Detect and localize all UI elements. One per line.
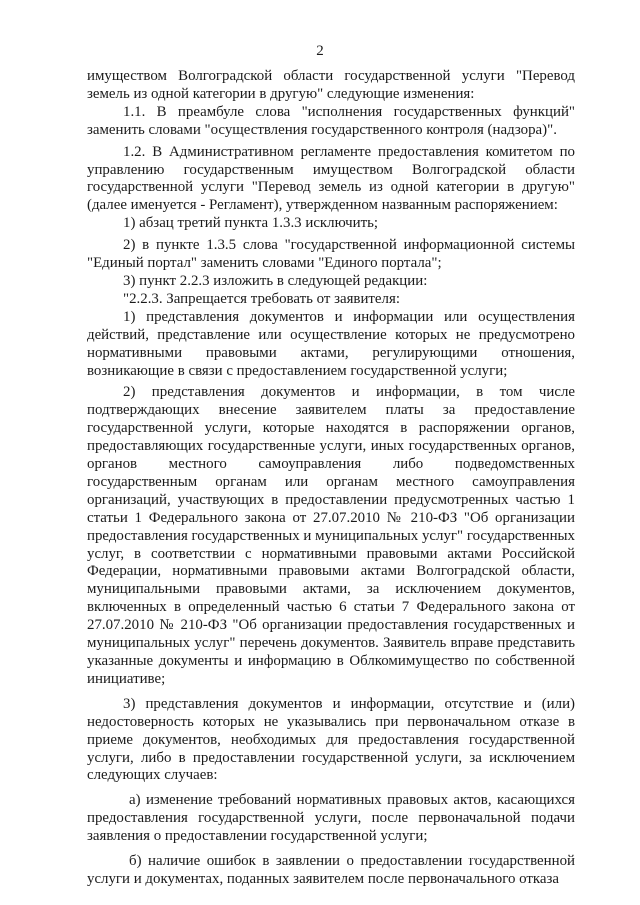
paragraph-continuation: имуществом Волгоградской области государственной услуги "Перевод земель из одной категории в другую" следующие изменения: [87,68,575,102]
paragraph-1-1: 1.1. В преамбуле слова "исполнения государственных функций" заменить словами "осуществления государственного контроля (надзора)". [87,103,575,138]
clause-item-3: 3) представления документов и информации, отсутствие и (или) недостоверность которых не указывались при первоначальном отказе в приеме документов, необходимых для предоставления государственной услуги, либо в предоставлении государственной услуги, за исключением следующих случаев: [87,695,575,784]
clause-item-1: 1) представления документов и информации или осуществления действий, представление или осуществление которых не предусмотрено нормативными правовыми актами, регулирующими отношения, возникающие в связи с предоставлением государственной услуги; [87,308,575,379]
list-item-2: 2) в пункте 1.3.5 слова "государственной информационной системы "Единый портал" заменить словами "Единого портала"; [87,237,575,272]
list-item-3: 3) пункт 2.2.3 изложить в следующей редакции: [123,272,428,289]
sub-item-b: б) наличие ошибок в заявлении о предоставлении государственной услуги и документах, поданных заявителем после первоначального отказа [87,853,575,887]
page-number: 2 [316,43,324,59]
paragraph-1-2: 1.2. В Административном регламенте предоставления комитетом по управлению государственным имуществом Волгоградской области государственной услуги "Перевод земель из одной категории в другую" (далее именуется - Регламент), утвержденном названным распоряжением: [87,143,575,214]
clause-item-2: 2) представления документов и информации, в том числе подтверждающих внесение заявителем платы за предоставление государственной услуги, которые находятся в распоряжении органов, предоставляющих государственные услуги, иных государственных органов, органов местного самоуправления либо подведомственных государственным органам или органам местного самоуправления организаций, участвующих в предоставлении предусмотренных частью 1 статьи 1 Федерального закона от 27.07.2010 № 210-ФЗ "Об организации предоставления государственных и муниципальных услуг" государственных услуг, в соответствии с нормативными правовыми актами Российской Федерации, нормативными правовыми актами Волгоградской области, муниципальными правовыми актами, за исключением документов, включенных в определенный частью 6 статьи 7 Федерального закона от 27.07.2010 № 210-ФЗ "Об организации предоставления государственных и муниципальных услуг" перечень документов. Заявитель вправе представить указанные документы и информацию в Облкомимущество по собственной инициативе; [87,384,575,687]
sub-item-a: а) изменение требований нормативных правовых актов, касающихся предоставления государственной услуги, после первоначальной подачи заявления о предоставлении государственной услуги; [87,792,575,845]
document-body [87,68,575,889]
clause-2-2-3-heading: "2.2.3. Запрещается требовать от заявителя: [123,290,400,307]
scan-speck [468,858,496,861]
list-item-1: 1) абзац третий пункта 1.3.3 исключить; [123,215,379,232]
